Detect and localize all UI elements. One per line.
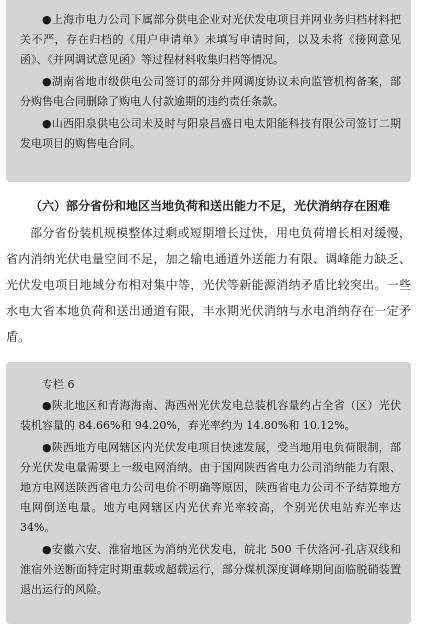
box1-paragraph-1: ●上海市电力公司下属部分供电企业对光伏发电项目并网业务归档材料把关不严，存在归档的《用户申请单》未填写申请时间，以及未将《接网意见函》、《并网调试意见函》等过程材料收集归档等情况。: [20, 13, 401, 66]
box1-paragraph-3: ●山西阳泉供电公司未及时与阳泉昌盛日电太阳能科技有限公司签订二期发电项目的购售电合同。: [20, 117, 401, 150]
section-heading: （六）部分省份和地区当地负荷和送出能力不足，光伏消纳存在困难: [30, 199, 391, 213]
box2-paragraph-2: ●陕西地方电网辖区内光伏发电项目快速发展，受当地用电负荷限制，部分光伏发电量需要上一级电网消纳。由于国网陕西省电力公司消纳能力有限、地方电网送陕西省电力公司电价不明确等原因，陕西省电力公司不予结算地方电网倒送电量。地方电网辖区内光伏弃光率较高，个别光伏电站弃光率达 34%。: [20, 441, 401, 534]
column-box-1: [6, 0, 411, 182]
box2-title: 专栏 6: [42, 378, 75, 391]
section-body: 部分省份装机规模整体过剩或短期增长过快，用电负荷增长相对缓慢，省内消纳光伏电量空间不足，加之输电通道外送能力有限、调峰能力缺乏、光伏发电项目地域分布相对集中等，光伏等新能源消纳矛盾比较突出。一些水电大省本地负荷和送出通道有限，丰水期光伏消纳与水电消纳存在一定矛盾。: [6, 226, 411, 344]
box2-paragraph-1: ●陕北地区和青海海南、海西州光伏发电总装机容量约占全省（区）光伏装机容量的 84.66%和 94.20%，弃光率约为 14.80%和 10.12%。: [20, 399, 401, 432]
box2-paragraph-3: ●安徽六安、淮宿地区为消纳光伏发电，皖北 500 千伏洛河-孔店双线和淮宿外送断面特定时期重载或超载运行，部分煤机深度调峰期间面临脱硝装置退出运行的风险。: [20, 543, 401, 596]
box1-paragraph-2: ●湖南省地市级供电公司签订的部分并网调度协议未向监管机构备案，部分购售电合同删除了购电人付款逾期的违约责任条款。: [20, 75, 401, 108]
column-box-6: [6, 362, 411, 624]
